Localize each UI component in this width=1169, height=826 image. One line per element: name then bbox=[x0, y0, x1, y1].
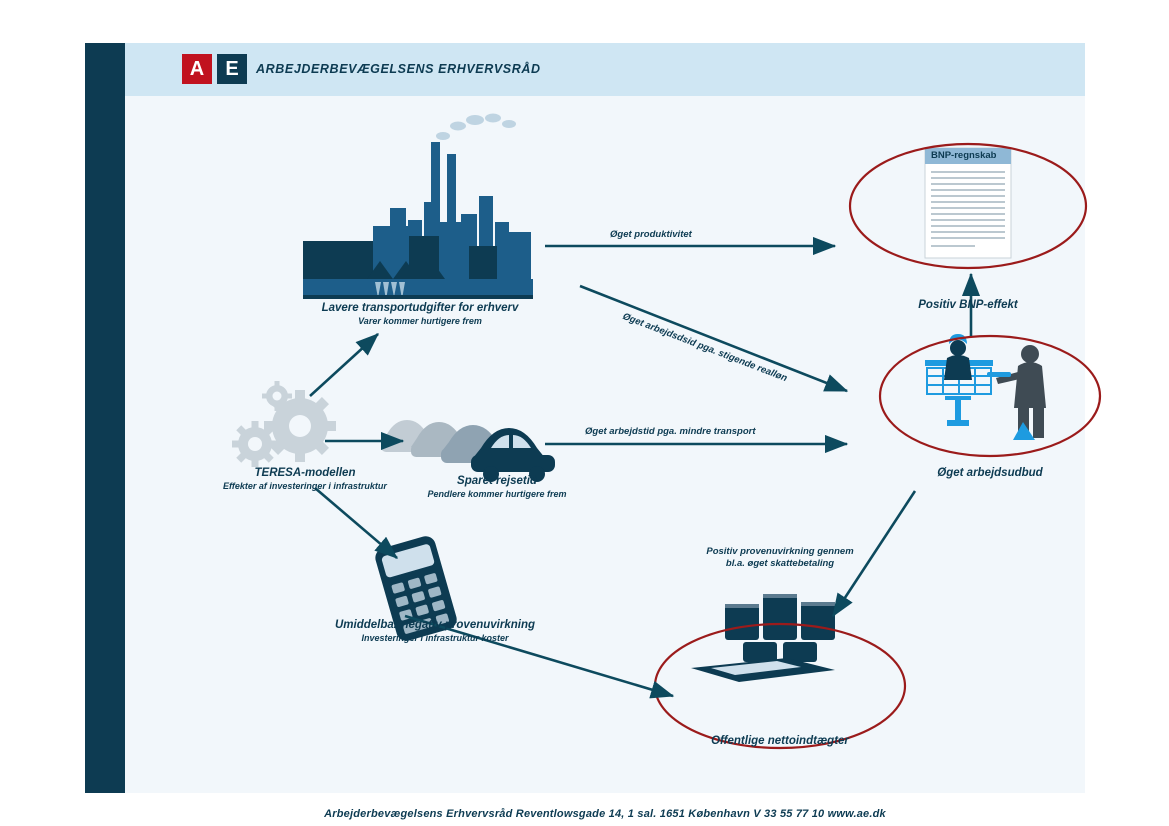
node-transport[interactable] bbox=[275, 301, 565, 327]
node-rejsetid-title: Sparet rejsetid bbox=[457, 475, 537, 487]
header-band bbox=[125, 43, 1085, 96]
footer-contact: Arbejderbevægelsens Erhvervsråd Reventlowsgade 14, 1 sal. 1651 København V 33 55 77 10 www.ae.dk bbox=[324, 808, 886, 820]
node-bnp-title: Positiv BNP-effekt bbox=[918, 299, 1018, 311]
money-stacks-icon bbox=[691, 594, 835, 682]
gears-icon bbox=[232, 381, 336, 467]
document-icon bbox=[925, 148, 1011, 258]
node-teresa-subtitle: Effekter af investeringer i infrastruktur bbox=[223, 481, 387, 491]
edge-label-arbejdstid-transport: Øget arbejdstid pga. mindre transport bbox=[585, 426, 756, 437]
diagram-graphics bbox=[125, 96, 1085, 793]
node-arbejdsudbud[interactable] bbox=[890, 466, 1090, 480]
node-rejsetid[interactable] bbox=[377, 474, 617, 500]
edge-label-provenuvirkning: Positiv provenuvirkning gennem bl.a. øget skattebetaling bbox=[706, 546, 854, 569]
node-provenu[interactable] bbox=[265, 618, 605, 644]
node-teresa-title: TERESA-modellen bbox=[254, 467, 356, 479]
bnp-document-title: BNP-regnskab bbox=[931, 150, 997, 161]
node-transport-title: Lavere transportudgifter for erhverv bbox=[321, 302, 519, 314]
highlight-ellipse-nettoindtaegter bbox=[655, 624, 905, 748]
node-provenu-title: Umiddelbar negativ provenuvirkning bbox=[334, 619, 535, 631]
node-arbejdsudbud-title: Øget arbejdsudbud bbox=[937, 467, 1043, 479]
factory-icon bbox=[303, 114, 533, 301]
highlight-ellipse-arbejdsudbud bbox=[880, 336, 1100, 456]
slide-left-accent-bar bbox=[85, 43, 125, 793]
workers-icon bbox=[925, 334, 1046, 440]
node-transport-subtitle: Varer kommer hurtigere frem bbox=[358, 316, 482, 326]
logo-letter-e: E bbox=[217, 54, 247, 84]
logo-letter-a: A bbox=[182, 54, 212, 84]
node-bnp[interactable] bbox=[868, 298, 1068, 312]
node-rejsetid-subtitle: Pendlere kommer hurtigere frem bbox=[427, 489, 567, 499]
node-nettoindtaegter-title: Offentlige nettoindtægter bbox=[711, 735, 849, 747]
node-provenu-subtitle: Investeringer i infrastruktur koster bbox=[361, 633, 509, 643]
brand-title: ARBEJDERBEVÆGELSENS ERHVERVSRÅD bbox=[256, 62, 541, 76]
node-nettoindtaegter[interactable] bbox=[665, 734, 895, 748]
edge-label-produktivitet: Øget produktivitet bbox=[610, 229, 692, 240]
slide bbox=[85, 43, 1085, 820]
edge-label-arbejdstid-realloen: Øget arbejdsdsid pga. stigende realløn bbox=[621, 311, 789, 385]
arrow-teresa-to-transport bbox=[310, 334, 378, 396]
arrow-transport-to-arbejdsudbud bbox=[580, 286, 847, 391]
diagram-canvas bbox=[125, 96, 1085, 820]
